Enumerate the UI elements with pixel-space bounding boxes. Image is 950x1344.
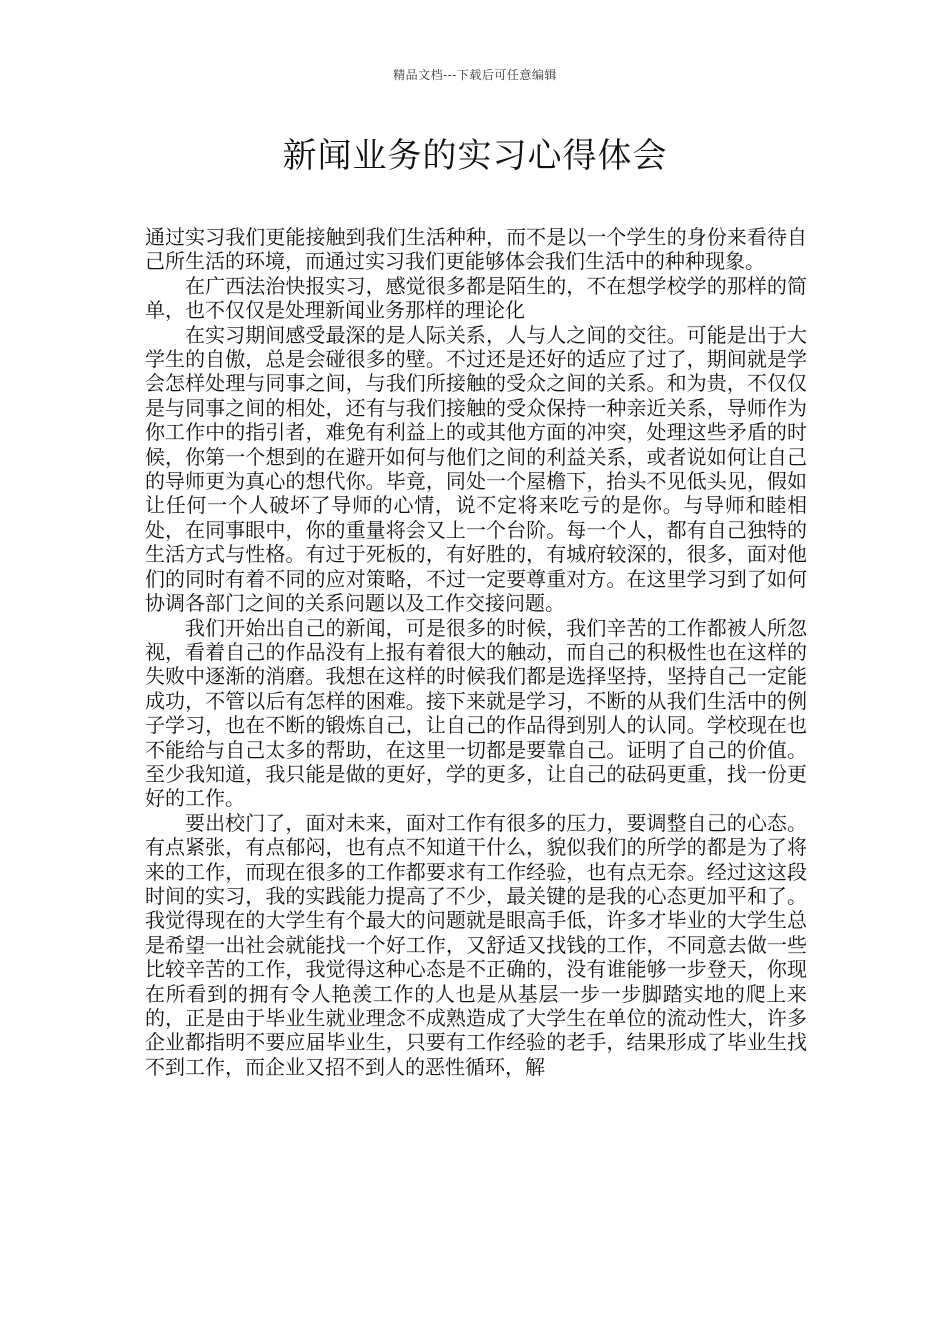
document-title: 新闻业务的实习心得体会 xyxy=(282,136,668,176)
paragraph: 要出校门了，面对未来，面对工作有很多的压力，要调整自己的心态。有点紧张，有点郁闷，也有点不知道干什么，貌似我们的所学的都是为了将来的工作，而现在很多的工作都要求有工作经验，也有点无奈。经过这这段时间的实习，我的实践能力提高了不少，最关键的是我的心态更加平和了。我觉得现在的大学生有个最大的问题就是眼高手低，许多才毕业的大学生总是希望一出社会就能找一个好工作，又舒适又找钱的工作，不同意去做一些比较辛苦的工作，我觉得这种心态是不正确的，没有谁能够一步登天，你现在所看到的拥有令人艳羡工作的人也是从基层一步一步脚踏实地的爬上来的，正是由于毕业生就业理念不成熟造成了大学生在单位的流动性大，许多企业都指明不要应届毕业生，只要有工作经验的老手，结果形成了毕业生找不到工作，而企业又招不到人的恶性循环，解 xyxy=(145,810,807,1079)
paragraph: 通过实习我们更能接触到我们生活种种，而不是以一个学生的身份来看待自己所生活的环境，而通过实习我们更能够体会我们生活中的种种现象。 xyxy=(145,225,807,274)
document-body xyxy=(145,225,807,1079)
paragraph: 在广西法治快报实习，感觉很多都是陌生的，不在想学校学的那样的简单，也不仅仅是处理新闻业务那样的理论化 xyxy=(145,273,807,323)
header-note: 精品文档---下载后可任意编辑 xyxy=(393,68,557,82)
paragraph: 在实习期间感受最深的是人际关系，人与人之间的交往。可能是出于大学生的自傲，总是会碰很多的壁。不过还是还好的适应了过了，期间就是学会怎样处理与同事之间，与我们所接触的受众之间的关系。和为贵，不仅仅是与同事之间的相处，还有与我们接触的受众保持一种亲近关系，导师作为你工作中的指引者，难免有利益上的或其他方面的冲突，处理这些矛盾的时候，你第一个想到的在避开如何与他们之间的利益关系，或者说如何让自己的导师更为真心的想代你。毕竟，同处一个屋檐下，抬头不见低头见，假如让任何一个人破坏了导师的心情，说不定将来吃亏的是你。与导师和睦相处，在同事眼中，你的重量将会又上一个台阶。每一个人，都有自己独特的生活方式与性格。有过于死板的，有好胜的，有城府较深的，很多，面对他们的同时有着不同的应对策略，不过一定要尊重对方。在这里学习到了如何协调各部门之间的关系问题以及工作交接问题。 xyxy=(145,322,807,616)
paragraph: 我们开始出自己的新闻，可是很多的时候，我们辛苦的工作都被人所忽视，看着自己的作品没有上报有着很大的触动，而自己的积极性也在这样的失败中逐渐的消磨。我想在这样的时候我们都是选择坚持，坚持自己一定能成功，不管以后有怎样的困难。接下来就是学习，不断的从我们生活中的例子学习，也在不断的锻炼自己，让自己的作品得到别人的认同。学校现在也不能给与自己太多的帮助，在这里一切都是要靠自己。证明了自己的价值。至少我知道，我只能是做的更好，学的更多，让自己的砝码更重，找一份更好的工作。 xyxy=(145,615,807,811)
